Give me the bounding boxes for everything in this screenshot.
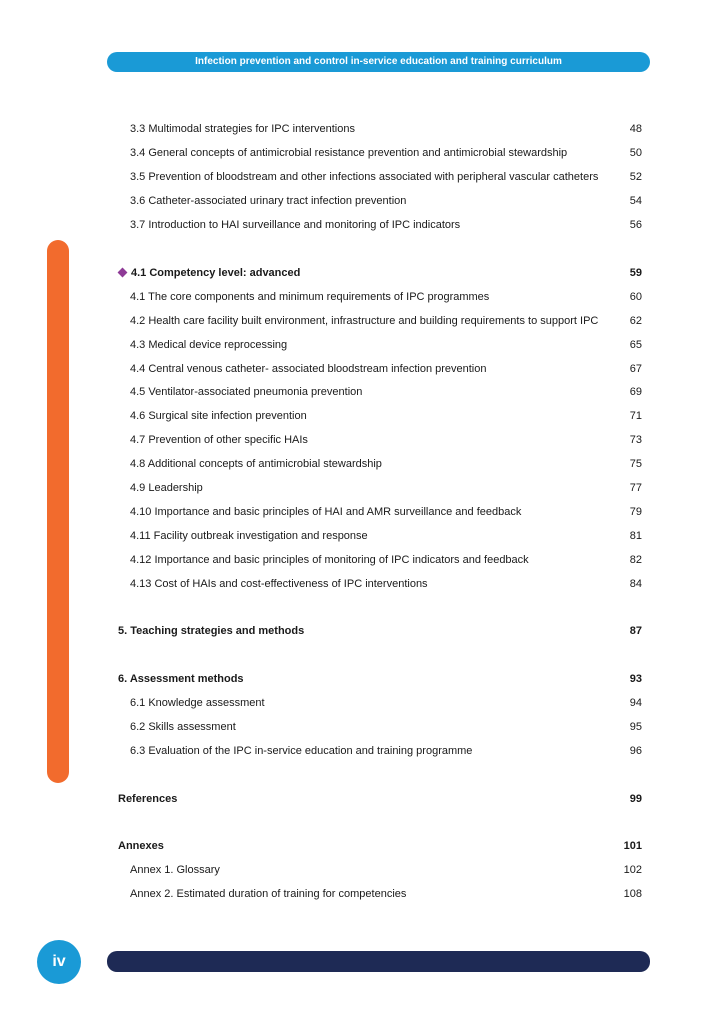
toc-entry-4-2[interactable]: [118, 313, 642, 329]
toc-title: 4.7 Prevention of other specific HAIs: [130, 434, 308, 446]
toc-title: Annex 2. Estimated duration of training for competencies: [130, 888, 407, 900]
toc-entry-3-4[interactable]: [118, 145, 642, 161]
toc-page: 108: [623, 888, 642, 900]
toc-page: 82: [629, 554, 642, 566]
toc-entry-4-13[interactable]: [118, 576, 642, 592]
toc-title: 4.9 Leadership: [130, 482, 203, 494]
toc-page: 84: [629, 578, 642, 590]
toc-entry-3-6[interactable]: [118, 193, 642, 209]
toc-title: 4.3 Medical device reprocessing: [130, 339, 288, 351]
toc-page: 71: [629, 410, 642, 422]
toc-title: 3.3 Multimodal strategies for IPC interventions: [130, 123, 355, 135]
toc-entry-3-3[interactable]: [118, 121, 642, 137]
toc-page: 60: [629, 291, 642, 303]
toc-page: 73: [629, 434, 642, 446]
toc-entry-annex-2[interactable]: [118, 886, 642, 902]
toc-page: 102: [623, 864, 642, 876]
toc-entry-annex-1[interactable]: [118, 862, 642, 878]
toc-entry-4-6[interactable]: [118, 408, 642, 424]
toc-entry-3-7[interactable]: [118, 217, 642, 233]
toc-page: 77: [629, 482, 642, 494]
toc-page: 101: [623, 840, 642, 852]
toc-entry-4-5[interactable]: [118, 384, 642, 400]
toc-entry-5[interactable]: [118, 623, 642, 639]
toc-title: 6.3 Evaluation of the IPC in-service education and training programme: [130, 745, 473, 757]
toc-title: 3.7 Introduction to HAI surveillance and monitoring of IPC indicators: [130, 219, 461, 231]
toc-title: 4.10 Importance and basic principles of HAI and AMR surveillance and feedback: [130, 506, 522, 518]
toc-entry-4-10[interactable]: [118, 504, 642, 520]
page-number-badge: iv: [37, 940, 81, 984]
toc-page: 99: [629, 793, 642, 805]
toc-page: 79: [629, 506, 642, 518]
toc-page: 81: [629, 530, 642, 542]
toc-page: 95: [629, 721, 642, 733]
toc-title: 3.5 Prevention of bloodstream and other infections associated with peripheral vascular catheters: [130, 171, 599, 183]
toc-entry-6[interactable]: [118, 671, 642, 687]
toc-title: 4.1 Competency level: advanced: [131, 267, 301, 279]
toc-entry-4-11[interactable]: [118, 528, 642, 544]
toc-page: 48: [629, 123, 642, 135]
toc-title: 4.12 Importance and basic principles of monitoring of IPC indicators and feedback: [130, 554, 529, 566]
toc-page: 50: [629, 147, 642, 159]
toc-title: 6.2 Skills assessment: [130, 721, 236, 733]
toc-title: Annexes: [118, 840, 164, 852]
toc-title: 4.2 Health care facility built environment, infrastructure and building requirements to support IPC: [130, 315, 599, 327]
toc-title: 4.13 Cost of HAIs and cost-effectiveness of IPC interventions: [130, 578, 428, 590]
toc-page: 93: [629, 673, 642, 685]
toc-page: 54: [629, 195, 642, 207]
toc-entry-annexes[interactable]: [118, 838, 642, 854]
diamond-bullet-icon: [118, 268, 128, 278]
toc-entry-4-9[interactable]: [118, 480, 642, 496]
toc-title: Annex 1. Glossary: [130, 864, 220, 876]
toc-title: 3.6 Catheter-associated urinary tract infection prevention: [130, 195, 407, 207]
toc-page: 62: [629, 315, 642, 327]
toc-entry-4-3[interactable]: [118, 337, 642, 353]
toc-title: 4.6 Surgical site infection prevention: [130, 410, 307, 422]
toc-title: 4.5 Ventilator-associated pneumonia prevention: [130, 386, 363, 398]
toc-entry-references[interactable]: [118, 791, 642, 807]
toc-page: 67: [629, 363, 642, 375]
toc-title: 4.4 Central venous catheter- associated bloodstream infection prevention: [130, 363, 487, 375]
toc-title: 4.11 Facility outbreak investigation and response: [130, 530, 368, 542]
toc-page: 96: [629, 745, 642, 757]
toc-entry-4-12[interactable]: [118, 552, 642, 568]
toc-title: 5. Teaching strategies and methods: [118, 625, 305, 637]
toc-entry-4-7[interactable]: [118, 432, 642, 448]
toc-entry-3-5[interactable]: [118, 169, 642, 185]
toc-page: 52: [629, 171, 642, 183]
toc-page: 75: [629, 458, 642, 470]
toc-title: 3.4 General concepts of antimicrobial resistance prevention and antimicrobial stewardship: [130, 147, 568, 159]
toc-entry-6-1[interactable]: [118, 695, 642, 711]
toc-title: References: [118, 793, 178, 805]
toc-entry-6-3[interactable]: [118, 743, 642, 759]
toc-page: 94: [629, 697, 642, 709]
toc-entry-4-8[interactable]: [118, 456, 642, 472]
toc-entry-4-1[interactable]: [118, 289, 642, 305]
toc-page: 59: [629, 267, 642, 279]
toc-title: 4.1 The core components and minimum requirements of IPC programmes: [130, 291, 490, 303]
footer-bar: [107, 951, 650, 972]
toc-entry-4-1-advanced[interactable]: [118, 265, 642, 281]
toc-entry-4-4[interactable]: [118, 361, 642, 377]
toc-page: 87: [629, 625, 642, 637]
toc-title: 6. Assessment methods: [118, 673, 244, 685]
toc-page: 65: [629, 339, 642, 351]
toc-page: 56: [629, 219, 642, 231]
toc-page: 69: [629, 386, 642, 398]
header-title: Infection prevention and control in-service education and training curriculum: [107, 52, 650, 72]
toc-entry-6-2[interactable]: [118, 719, 642, 735]
toc-title: 4.8 Additional concepts of antimicrobial stewardship: [130, 458, 382, 470]
toc-title: 6.1 Knowledge assessment: [130, 697, 265, 709]
